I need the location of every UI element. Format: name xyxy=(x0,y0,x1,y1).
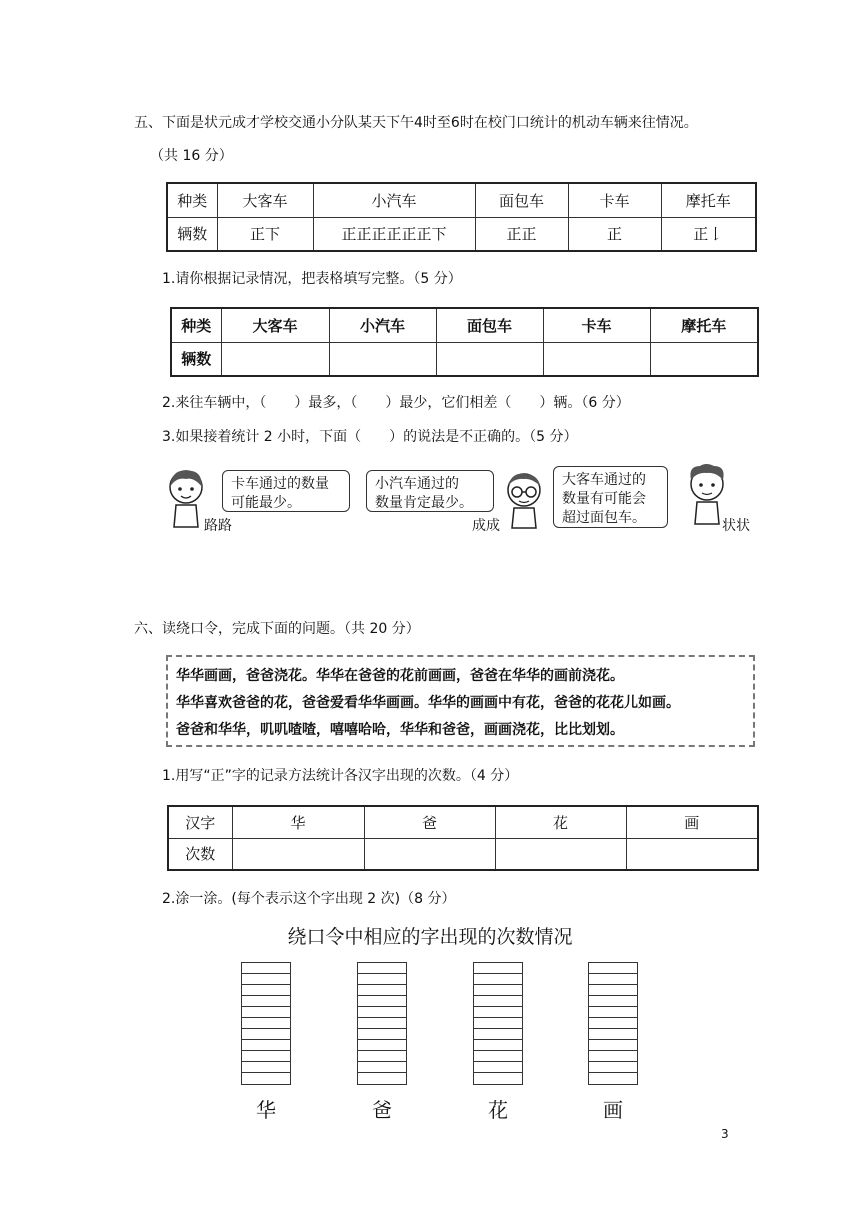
tally-cell: 正 xyxy=(568,217,661,251)
bubble-line: 卡车通过的数量 xyxy=(231,476,329,492)
record-header-cell: 面包车 xyxy=(475,183,568,217)
bubble-line: 可能最少。 xyxy=(231,495,301,511)
tally-cell: 正正 xyxy=(475,217,568,251)
section5-title: 五、下面是状元成才学校交通小分队某天下午4时至6时在校门口统计的机动车辆来往情况。 xyxy=(134,115,698,131)
record-row-label: 辆数 xyxy=(167,217,217,251)
column-label: 爸 xyxy=(372,1098,392,1122)
coloring-column[interactable] xyxy=(241,962,291,1085)
fill-header-cell: 小汽车 xyxy=(329,308,436,342)
section5-points: （共 16 分） xyxy=(150,148,233,164)
record-header-cell: 摩托车 xyxy=(661,183,756,217)
tongue-twister-box xyxy=(166,655,755,747)
count-header-cell: 汉字 xyxy=(168,806,232,838)
fill-header-cell: 大客车 xyxy=(221,308,329,342)
fill-header-cell: 种类 xyxy=(171,308,221,342)
count-row-label: 次数 xyxy=(168,838,232,870)
record-table xyxy=(166,182,757,252)
fill-header-cell: 摩托车 xyxy=(650,308,758,342)
count-header-cell: 画 xyxy=(626,806,758,838)
coloring-column[interactable] xyxy=(473,962,523,1085)
column-label: 画 xyxy=(603,1098,623,1122)
coloring-column[interactable] xyxy=(357,962,407,1085)
tally-cell: 正正正正正正下 xyxy=(313,217,475,251)
section6-q1: 1.用写“正”字的记录方法统计各汉字出现的次数。（4 分） xyxy=(162,768,519,784)
fill-row-label: 辆数 xyxy=(171,342,221,376)
bubble-line: 大客车通过的 xyxy=(562,472,646,488)
record-header-cell: 卡车 xyxy=(568,183,661,217)
section5-q1: 1.请你根据记录情况，把表格填写完整。（5 分） xyxy=(162,271,462,287)
section6-q2: 2.涂一涂。(每个表示这个字出现 2 次)（8 分） xyxy=(162,891,456,907)
section6-title: 六、读绕口令，完成下面的问题。（共 20 分） xyxy=(134,621,420,637)
tally-cell: 正𠄌 xyxy=(661,217,756,251)
fill-blank-cell[interactable] xyxy=(650,342,758,376)
speaker-name-lulu: 路路 xyxy=(204,518,232,534)
count-blank-cell[interactable] xyxy=(232,838,364,870)
speech-bubble-chengcheng xyxy=(366,470,494,512)
boy-glasses-avatar-icon xyxy=(500,470,548,532)
tongue-twister-line: 华华画画，爸爸浇花。华华在爸爸的花前画画，爸爸在华华的画前浇花。 xyxy=(176,668,624,684)
column-label: 花 xyxy=(488,1098,508,1122)
fill-table xyxy=(170,307,759,377)
count-header-cell: 爸 xyxy=(364,806,495,838)
speaker-name-chengcheng: 成成 xyxy=(472,518,500,534)
count-table xyxy=(167,805,759,871)
bubble-line: 数量有可能会 xyxy=(562,491,646,507)
tongue-twister-line: 爸爸和华华，叽叽喳喳，嘻嘻哈哈，华华和爸爸，画画浇花，比比划划。 xyxy=(176,722,624,738)
bubble-line: 超过面包车。 xyxy=(562,510,646,526)
section5-q3: 3.如果接着统计 2 小时，下面（ ）的说法是不正确的。（5 分） xyxy=(162,429,578,445)
count-blank-cell[interactable] xyxy=(495,838,626,870)
speaker-name-zhuangzhuang: 状状 xyxy=(722,518,750,534)
fill-blank-cell[interactable] xyxy=(329,342,436,376)
count-header-cell: 华 xyxy=(232,806,364,838)
fill-blank-cell[interactable] xyxy=(436,342,543,376)
page-number: 3 xyxy=(721,1127,729,1141)
record-header-cell: 种类 xyxy=(167,183,217,217)
coloring-column[interactable] xyxy=(588,962,638,1085)
fill-blank-cell[interactable] xyxy=(543,342,650,376)
record-header-cell: 大客车 xyxy=(217,183,313,217)
bubble-line: 数量肯定最少。 xyxy=(375,495,473,511)
tongue-twister-line: 华华喜欢爸爸的花，爸爸爱看华华画画。华华的画画中有花，爸爸的花花儿如画。 xyxy=(176,695,680,711)
count-header-cell: 花 xyxy=(495,806,626,838)
fill-blank-cell[interactable] xyxy=(221,342,329,376)
section5-q2: 2.来往车辆中，（ ）最多，（ ）最少，它们相差（ ）辆。（6 分） xyxy=(162,395,630,411)
speech-bubble-zhuangzhuang xyxy=(553,466,668,528)
fill-header-cell: 卡车 xyxy=(543,308,650,342)
speech-bubble-lulu xyxy=(222,470,350,512)
fill-header-cell: 面包车 xyxy=(436,308,543,342)
record-header-cell: 小汽车 xyxy=(313,183,475,217)
bubble-line: 小汽车通过的 xyxy=(375,476,459,492)
chart-title: 绕口令中相应的字出现的次数情况 xyxy=(287,926,573,948)
tally-cell: 正下 xyxy=(217,217,313,251)
count-blank-cell[interactable] xyxy=(626,838,758,870)
column-label: 华 xyxy=(256,1098,276,1122)
count-blank-cell[interactable] xyxy=(364,838,495,870)
